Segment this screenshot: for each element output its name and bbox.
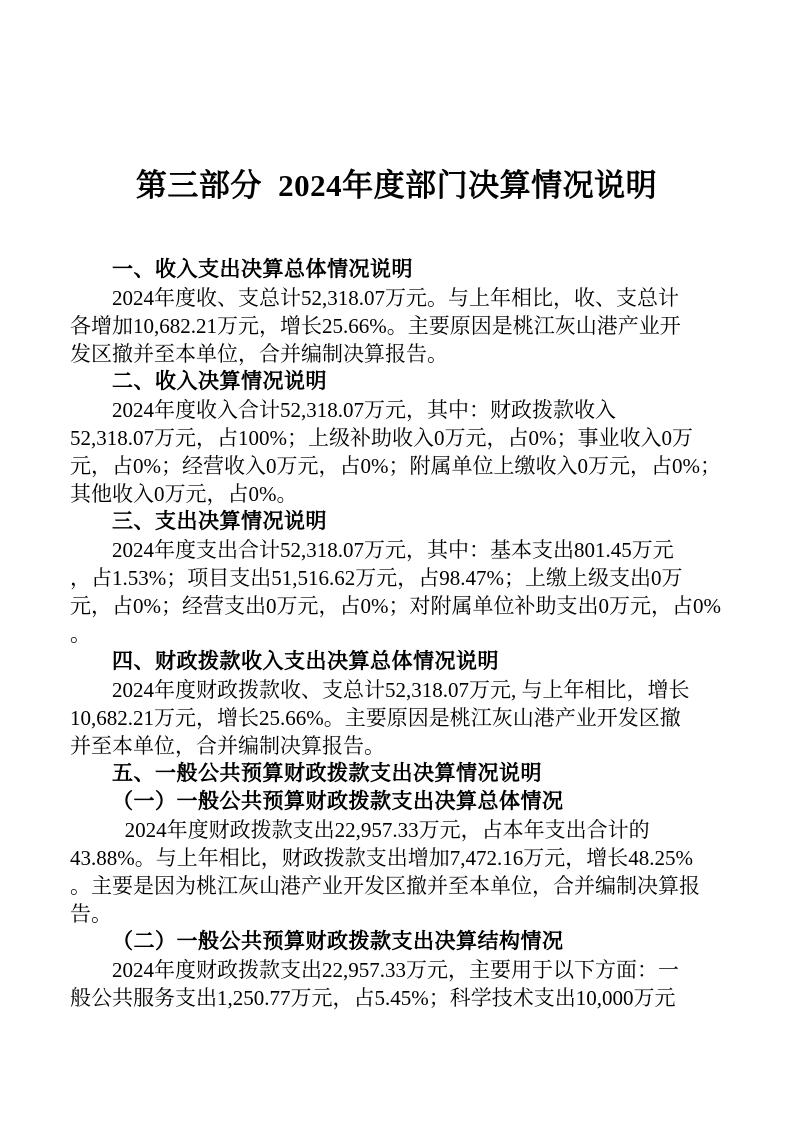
text-line: 43.88%。与上年相比，财政拨款支出增加7,472.16万元，增长48.25% — [70, 846, 693, 870]
document-body — [70, 256, 735, 1012]
text-line: 其他收入0万元，占0%。 — [70, 482, 298, 506]
text-line: 2024年度财政拨款支出22,957.33万元，主要用于以下方面：一 — [112, 958, 679, 982]
subsection-5-2-paragraph — [70, 956, 735, 1012]
text-line: 。 — [70, 622, 91, 646]
text-line: 发区撤并至本单位，合并编制决算报告。 — [70, 342, 448, 366]
section-1-paragraph — [70, 284, 735, 368]
section-2-heading: 二、收入决算情况说明 — [112, 370, 327, 393]
text-line: 2024年度收入合计52,318.07万元，其中：财政拨款收入 — [112, 398, 616, 422]
text-line: 10,682.21万元，增长25.66%。主要原因是桃江灰山港产业开发区撤 — [70, 706, 681, 730]
text-line: 2024年度收、支总计52,318.07万元。与上年相比，收、支总计 — [112, 286, 679, 310]
text-line: 2024年度财政拨款支出22,957.33万元，占本年支出合计的 — [124, 818, 650, 842]
section-4-paragraph — [70, 676, 735, 760]
section-2-paragraph — [70, 396, 735, 508]
text-line: 元，占0%；经营支出0万元，占0%；对附属单位补助支出0万元，占0% — [70, 594, 721, 618]
text-line: 2024年度支出合计52,318.07万元，其中：基本支出801.45万元 — [112, 538, 674, 562]
document-title: 第三部分 2024年度部门决算情况说明 — [135, 168, 658, 203]
text-line: 元，占0%；经营收入0万元，占0%；附属单位上缴收入0万元，占0%； — [70, 454, 721, 478]
text-line: 2024年度财政拨款收、支总计52,318.07万元, 与上年相比，增长 — [112, 678, 690, 702]
section-4-heading: 四、财政拨款收入支出决算总体情况说明 — [112, 650, 499, 673]
section-5-heading: 五、一般公共预算财政拨款支出决算情况说明 — [112, 762, 542, 785]
section-1-heading: 一、收入支出决算总体情况说明 — [112, 258, 413, 281]
text-line: 并至本单位，合并编制决算报告。 — [70, 734, 385, 758]
section-3-paragraph — [70, 536, 735, 648]
subsection-5-2-heading: （二）一般公共预算财政拨款支出决算结构情况 — [112, 930, 564, 953]
text-line: ，占1.53%；项目支出51,516.62万元，占98.47%；上缴上级支出0万 — [70, 566, 683, 590]
text-line: 般公共服务支出1,250.77万元，占5.45%；科学技术支出10,000万元 — [70, 986, 676, 1010]
text-line: 各增加10,682.21万元，增长25.66%。主要原因是桃江灰山港产业开 — [70, 314, 681, 338]
text-line: 。主要是因为桃江灰山港产业开发区撤并至本单位，合并编制决算报 — [70, 874, 700, 898]
text-line: 告。 — [70, 902, 112, 926]
subsection-5-1-heading: （一）一般公共预算财政拨款支出决算总体情况 — [112, 790, 564, 813]
subsection-5-1-paragraph — [70, 816, 735, 928]
text-line: 52,318.07万元，占100%；上级补助收入0万元，占0%；事业收入0万 — [70, 426, 693, 450]
section-3-heading: 三、支出决算情况说明 — [112, 510, 327, 533]
